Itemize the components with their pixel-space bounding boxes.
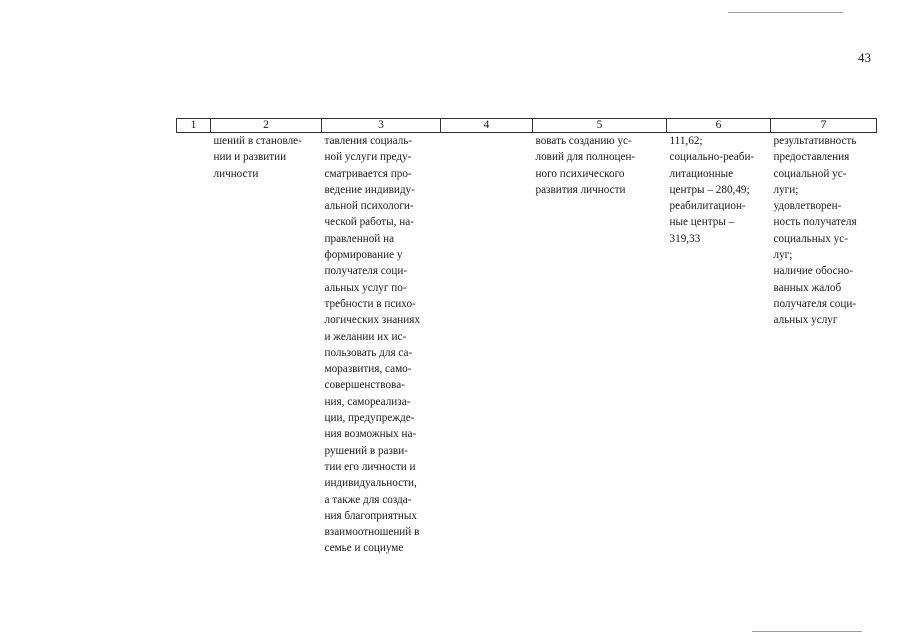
column-header-2: 2 xyxy=(211,119,322,133)
cell-text-line: альной психологи- xyxy=(324,200,414,213)
cell-text-line: ведение индивиду- xyxy=(324,183,415,196)
column-header-3: 3 xyxy=(322,119,441,133)
cell-text-line: ния, самореализа- xyxy=(324,395,411,408)
cell-col3 xyxy=(322,133,441,557)
cell-text-line: результативность xyxy=(773,135,857,147)
cell-text-line: луг; xyxy=(773,249,793,262)
scan-artifact-top xyxy=(728,12,843,13)
document-table xyxy=(176,118,877,557)
column-header-6: 6 xyxy=(667,119,771,133)
cell-text-line: альных услуг по- xyxy=(324,281,407,294)
cell-col2 xyxy=(211,133,322,557)
cell-text-line: альных услуг xyxy=(773,314,838,327)
cell-text-line: ного психического xyxy=(535,167,625,180)
cell-text-line: рушений в разви- xyxy=(324,444,408,457)
cell-text-line: а также для созда- xyxy=(324,493,412,506)
cell-text-line: пользовать для са- xyxy=(324,346,413,359)
cell-col7 xyxy=(771,133,877,557)
cell-text-line: индивидуальности, xyxy=(324,477,417,490)
cell-text-line: социальной ус- xyxy=(773,167,847,180)
cell-text-line: центры – 280,49; xyxy=(669,183,750,196)
cell-text-line: правленной на xyxy=(324,232,395,245)
cell-text-line: литационные xyxy=(669,167,734,180)
cell-text-line: и желании их ис- xyxy=(324,330,407,343)
cell-text-line: взаимоотношений в xyxy=(324,526,420,539)
cell-text-line: луги; xyxy=(773,183,799,196)
column-header-7: 7 xyxy=(771,119,877,133)
cell-text-line: ловий для полноцен- xyxy=(535,151,636,164)
column-header-5: 5 xyxy=(533,119,667,133)
cell-text-line: ные центры – xyxy=(669,216,735,229)
cell-text-line: развития личности xyxy=(535,183,626,196)
cell-text-line: совершенствова- xyxy=(324,379,405,392)
cell-text-line: семье и социуме xyxy=(324,542,404,555)
cell-text-line: 111,62; xyxy=(669,135,703,147)
cell-col1 xyxy=(177,133,211,557)
cell-text-line: реабилитацион- xyxy=(669,200,746,213)
cell-text-line: ной услуги преду- xyxy=(324,151,412,164)
cell-text-line: тавления социаль- xyxy=(324,135,413,147)
cell-text-line: шений в становле- xyxy=(213,135,302,147)
cell-text-line: получателя соци- xyxy=(324,265,408,278)
cell-text-line: тии его личности и xyxy=(324,460,416,473)
cell-text-line: удовлетворен- xyxy=(773,200,842,213)
cell-text-line: социальных ус- xyxy=(773,232,848,245)
cell-col5 xyxy=(533,133,667,557)
cell-text-line: моразвития, само- xyxy=(324,363,412,376)
page-number: 43 xyxy=(858,50,871,65)
cell-text-line: наличие обосно- xyxy=(773,265,853,278)
cell-text-line: 319,33 xyxy=(669,232,701,245)
cell-text-line: нии и развитии xyxy=(213,151,287,164)
header-row xyxy=(177,119,877,133)
cell-text-line: получателя соци- xyxy=(773,297,857,310)
cell-text-line: ния возможных на- xyxy=(324,428,417,441)
cell-text-line: ванных жалоб xyxy=(773,281,842,294)
cell-text-line: предоставления xyxy=(773,151,850,164)
cell-text-line: ния благоприятных xyxy=(324,509,417,522)
column-header-4: 4 xyxy=(441,119,533,133)
cell-text-line: требности в психо- xyxy=(324,297,416,310)
cell-text-line: личности xyxy=(213,167,259,180)
cell-text-line: логических знаниях xyxy=(324,314,420,327)
cell-text-line: социально-реаби- xyxy=(669,151,755,164)
cell-text-line: ции, предупрежде- xyxy=(324,412,415,425)
cell-text-line: сматривается про- xyxy=(324,167,412,180)
cell-text-line: вовать созданию ус- xyxy=(535,135,632,147)
cell-col6 xyxy=(667,133,771,557)
scan-artifact-bottom xyxy=(752,631,862,632)
cell-col4 xyxy=(441,133,533,557)
column-header-1: 1 xyxy=(177,119,211,133)
table-row xyxy=(177,133,877,557)
cell-text-line: ческой работы, на- xyxy=(324,216,414,229)
cell-text-line: ность получателя xyxy=(773,216,857,229)
cell-text-line: формирование у xyxy=(324,249,403,262)
